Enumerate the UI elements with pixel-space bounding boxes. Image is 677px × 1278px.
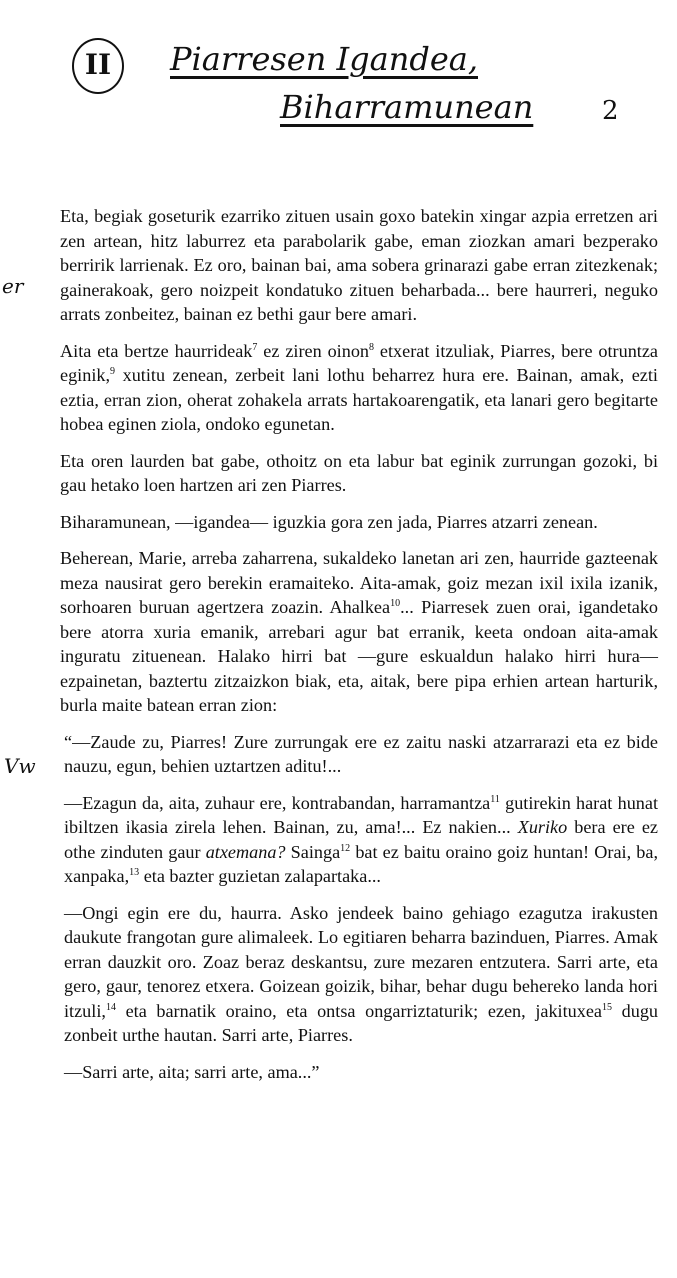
margin-mark-2: Vw <box>4 754 36 778</box>
paragraph <box>60 546 658 718</box>
chapter-number: II <box>84 48 112 81</box>
body-text <box>60 204 658 1096</box>
text-segment: etxerat itzuliak, Piarres, bere otruntza eginik, <box>60 340 658 385</box>
dialog-paragraph <box>64 791 658 889</box>
footnote-ref: 12 <box>340 842 351 854</box>
margin-mark-1: er <box>2 274 24 298</box>
dialog-paragraph <box>64 1060 658 1085</box>
footnote-ref: 15 <box>602 1001 612 1013</box>
text-segment: Beherean, Marie, arreba zaharrena, sukaldeko lanetan ari zen, haurride gazteenak meza nausirat gero berekin eramaiteko. Aita-amak, goiz mezan ixil ixila izanik, sorhoaren buruan agertzera zoazin. Ahalkea <box>60 548 658 617</box>
text-segment: Eta oren laurden bat gabe, othoitz on eta labur bat eginik zurrungan gozoki, bi gau hetako loen hartzen ari zen Piarres. <box>60 450 658 495</box>
footnote-ref: 7 <box>252 341 258 353</box>
dialog-paragraph <box>64 730 658 779</box>
text-segment: Sainga <box>285 841 341 862</box>
text-segment: Biharamunean, —igandea— iguzkia gora zen jada, Piarres atzarri zenean. <box>60 511 598 532</box>
footnote-ref: 13 <box>129 866 140 878</box>
text-segment: eta barnatik oraino, eta ontsa ongarriztaturik; ezen, jakituxea <box>115 1000 602 1021</box>
chapter-number-circle <box>72 38 124 94</box>
paragraph <box>60 510 658 535</box>
text-segment: —Ezagun da, aita, zuhaur ere, kontrabandan, harramantza <box>64 792 491 813</box>
text-segment: bat ez baitu oraino goiz huntan! Orai, ba, xanpaka, <box>64 841 658 886</box>
footnote-ref: 11 <box>490 793 500 805</box>
footnote-ref: 14 <box>105 1001 116 1013</box>
paragraph <box>60 204 658 327</box>
paragraph <box>60 339 658 437</box>
footnote-ref: 9 <box>110 365 116 377</box>
footnote-ref: 10 <box>390 597 401 609</box>
footnote-ref: 8 <box>369 341 375 353</box>
handwritten-title: Piarresen Igandea, <box>170 40 478 78</box>
text-segment: —Sarri arte, aita; sarri arte, ama...” <box>64 1061 320 1082</box>
italic-text: atxemana? <box>205 841 286 862</box>
text-segment: Eta, begiak goseturik ezarriko zituen usain goxo batekin xingar azpia erretzen ari zen artean, hitz laburrez eta parabolarik gabe, eman ziozkan amari bezperako berririk larrienak. Ez oro, bainan bai, ama sobera grinarazi gabe erran zitezkenak; gainerakoak, gero noizpeit kondatuko zituen beharbada... bere haurreri, neguko arrats zonbeitez, bainan ez bethi gaur bere amari. <box>60 206 658 324</box>
text-segment: ez ziren oinon <box>257 340 370 361</box>
text-segment: Aita eta bertze haurrideak <box>60 340 253 361</box>
paragraph <box>60 449 658 498</box>
text-segment: —Ongi egin ere du, haurra. Asko jendeek baino gehiago ezagutza irakusten daukute frangotan gure alimaleek. Lo egitiaren beharra bazinduen, Piarres. Amak erran dauzkit oro. Zoaz beraz deskantsu, zure mezaren entzutera. Sarri arte, eta gero, gaur, tenorez etxera. Goizean goizik, bihar, behar dugu behereko landa hori itzuli, <box>64 902 658 1021</box>
text-segment: bera ere ez othe zinduten gaur <box>64 817 658 862</box>
italic-text: Xuriko <box>517 817 568 837</box>
text-segment: eta bazter guzietan zalapartaka... <box>139 866 381 886</box>
handwritten-subtitle: Biharramunean <box>280 88 534 126</box>
dialog-paragraph <box>64 901 658 1048</box>
text-segment: gutirekin harat hunat ibiltzen ikasia zirela lehen. Bainan, zu, ama!... Ez nakien... <box>64 792 659 837</box>
text-segment: dugu zonbeit urthe hautan. Sarri arte, Piarres. <box>64 1000 659 1045</box>
page-number: 2 <box>602 96 619 126</box>
text-segment: xutitu zenean, zerbeit lani lothu beharrez hura ere. Bainan, amak, ezti eztia, erran zion, oherat zohakela arrats hartakoarengatik, eta lanari gero begitarte hobea eginen ziola, ondoko egunetan. <box>60 365 658 434</box>
text-segment: “—Zaude zu, Piarres! Zure zurrungak ere ez zaitu naski atzarrarazi eta ez bide nauzu, egun, behien uztartzen aditu!... <box>64 731 658 776</box>
text-segment: ... Piarresek zuen orai, igandetako bere atorra xuria emanik, arrebari agur bat erranik, keeta ondoan aita-amak inguratu zituenean. Halako hirri bat —gure eskualdun halako hirri hura— ezpainetan, baztertu zitzaizkon biak, eta, aitak, bere pipa erhien artean harturik, burla maite batean erran zion: <box>60 597 659 715</box>
